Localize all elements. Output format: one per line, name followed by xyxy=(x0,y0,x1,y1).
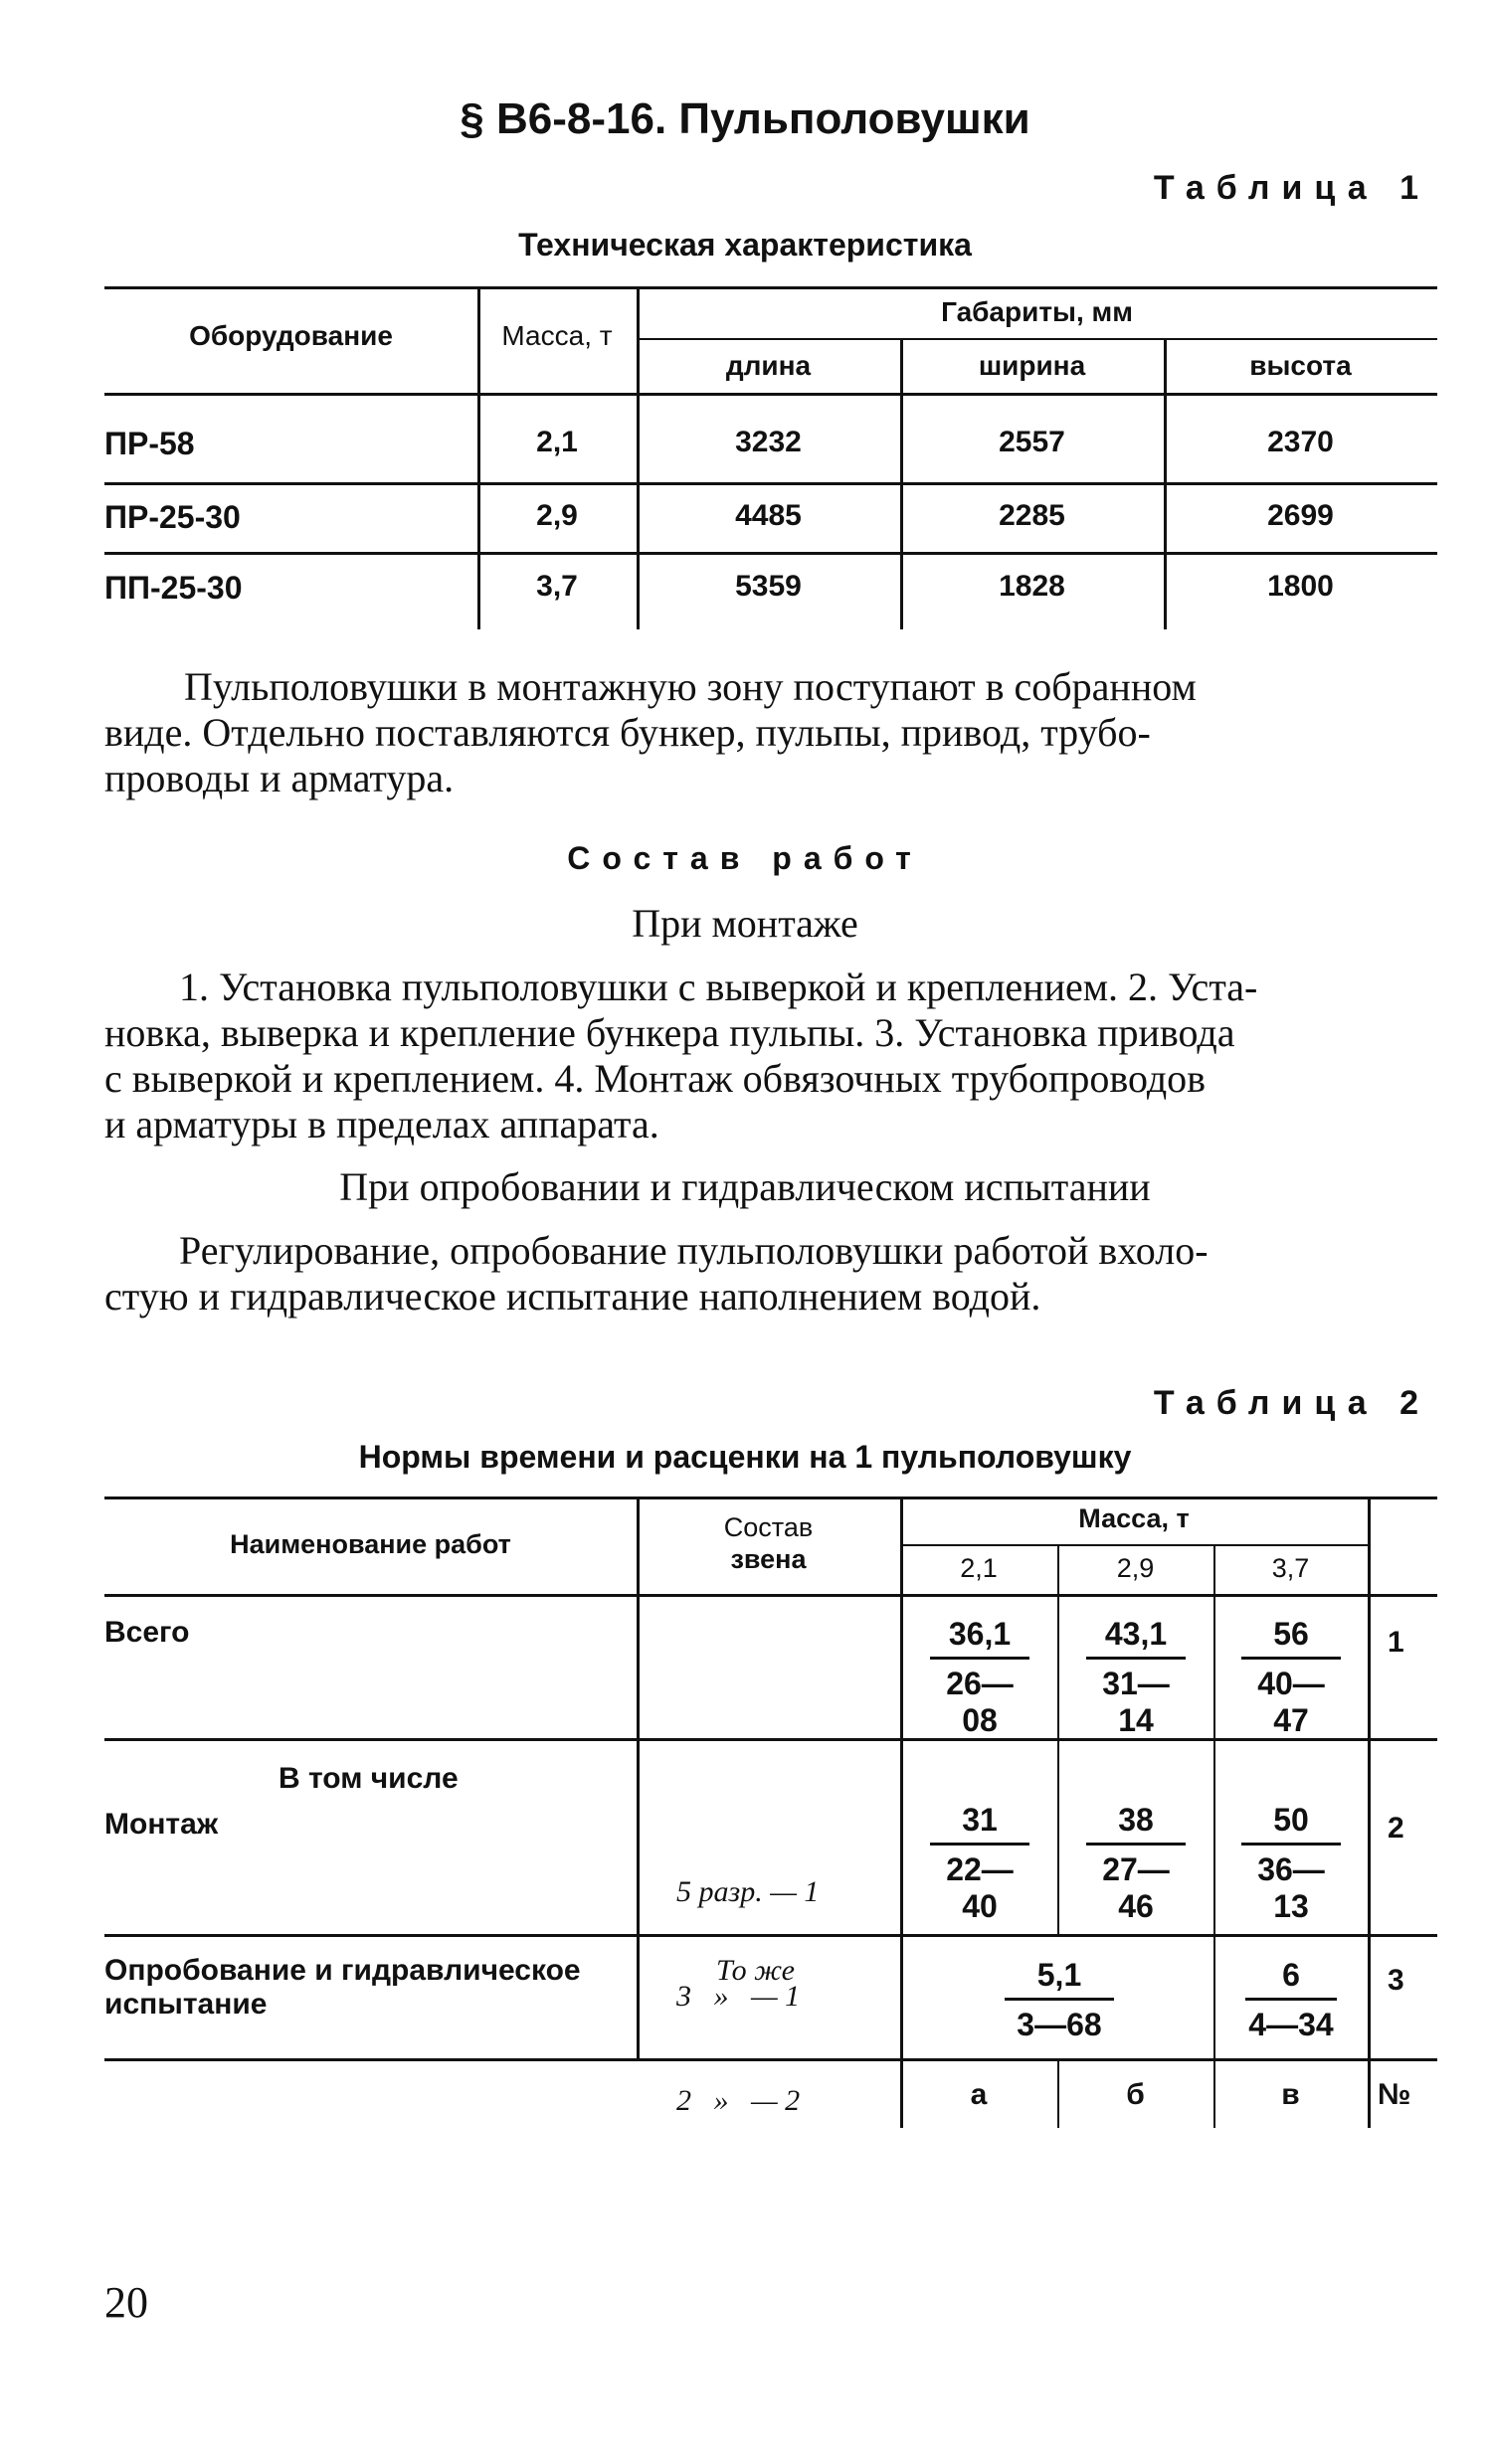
table2-row-name xyxy=(104,1954,581,2022)
table2-rule-mass xyxy=(900,1544,1368,1546)
table2-row-name-line: испытание xyxy=(104,1988,268,2021)
table1-row-height: 2370 xyxy=(1267,426,1334,458)
table2-header-mass: Масса, т xyxy=(1078,1503,1190,1533)
table2-header-work: Наименование работ xyxy=(230,1529,511,1559)
price: 4—34 xyxy=(1248,2007,1334,2042)
table2-header-mass-3: 3,7 xyxy=(1271,1553,1310,1583)
table2-col-rule-4 xyxy=(1213,1544,1215,2128)
table2-row-name-line: Опробование и гидравлическое xyxy=(104,1954,581,1987)
table2-value-c xyxy=(1245,1957,1337,2043)
table2-value-a xyxy=(930,1802,1029,1925)
table1-row-width: 2557 xyxy=(999,426,1065,458)
table2-value-a xyxy=(930,1616,1029,1739)
table2-footer-no: № xyxy=(1378,2078,1411,2111)
table1-row-name: ПР-58 xyxy=(104,426,195,461)
price: 27—46 xyxy=(1102,1851,1170,1924)
table2-footer-b: б xyxy=(1126,2078,1145,2111)
table2-col-rule-5 xyxy=(1368,1496,1371,2128)
table1-header-length: длина xyxy=(725,350,812,381)
paragraph-testing xyxy=(104,1228,1417,1320)
section-title: § В6-8-16. Пульполовушки xyxy=(460,94,1030,143)
table1-row-mass: 2,1 xyxy=(536,426,578,458)
page-number: 20 xyxy=(104,2278,148,2327)
table2-header-mass-1: 2,1 xyxy=(960,1553,998,1583)
norm-time: 38 xyxy=(1086,1802,1186,1846)
table1-row-name: ПП-25-30 xyxy=(104,570,243,606)
price: 40—47 xyxy=(1257,1666,1325,1738)
table1-rule-header xyxy=(104,393,1437,396)
paragraph-line: и арматуры в пределах аппарата. xyxy=(104,1102,659,1146)
price: 26—08 xyxy=(946,1666,1014,1738)
table1-row-width: 2285 xyxy=(999,499,1065,532)
table2-value-b xyxy=(1086,1616,1186,1739)
table1-rule-dims xyxy=(637,338,1437,340)
table1-row-mass: 2,9 xyxy=(536,499,578,532)
table2-value-ab xyxy=(1005,1957,1114,2043)
paragraph-line: Регулирование, опробование пульполовушки работой вхоло- xyxy=(179,1228,1209,1273)
table1-label: Таблица 1 xyxy=(1153,169,1430,207)
table1-row-name: ПР-25-30 xyxy=(104,499,241,535)
table2-row-subtitle: В том числе xyxy=(279,1762,459,1795)
table2-rule-row1 xyxy=(104,1738,1437,1741)
table2-crew xyxy=(676,1805,819,2188)
table1-rule-row1 xyxy=(104,482,1437,485)
table1-row-length: 4485 xyxy=(735,499,802,532)
table1-caption: Техническая характеристика xyxy=(518,227,972,263)
table2-row-number: 3 xyxy=(1388,1964,1404,1997)
table2-header-mass-2: 2,9 xyxy=(1116,1553,1155,1583)
price: 3—68 xyxy=(1017,2007,1102,2042)
table1-row-height: 1800 xyxy=(1267,570,1334,603)
table2-value-c xyxy=(1241,1616,1341,1739)
testing-heading: При опробовании и гидравлическом испытании xyxy=(339,1164,1151,1209)
table1-header-height: высота xyxy=(1249,350,1352,381)
table2-header-crew-line: звена xyxy=(730,1544,807,1574)
table1-rule-top xyxy=(104,286,1437,289)
paragraph-mounting-steps xyxy=(104,965,1417,1147)
mounting-heading: При монтаже xyxy=(632,901,858,946)
norm-time: 56 xyxy=(1241,1616,1341,1660)
paragraph-delivery xyxy=(104,664,1417,801)
norm-time: 5,1 xyxy=(1005,1957,1114,2001)
table1-row-width: 1828 xyxy=(999,570,1065,603)
norm-time: 31 xyxy=(930,1802,1029,1846)
table2-value-c xyxy=(1241,1802,1341,1925)
norm-time: 6 xyxy=(1245,1957,1337,2001)
crew-line: 5 разр. — 1 xyxy=(676,1875,820,1908)
table2-footer-a: а xyxy=(970,2078,988,2111)
price: 22—40 xyxy=(946,1851,1014,1924)
crew-line: 3 » — 1 xyxy=(676,1980,801,2013)
table2-label: Таблица 2 xyxy=(1153,1384,1430,1422)
table1-row-height: 2699 xyxy=(1267,499,1334,532)
table1-row-mass: 3,7 xyxy=(536,570,578,603)
paragraph-line: проводы и арматура. xyxy=(104,756,455,800)
paragraph-line: виде. Отдельно поставляются бункер, пульпы, привод, трубо- xyxy=(104,710,1151,755)
table2-crew: То же xyxy=(716,1954,795,1987)
crew-line: 2 » — 2 xyxy=(676,2084,801,2117)
paragraph-line: 1. Установка пульполовушки с выверкой и креплением. 2. Уста- xyxy=(179,965,1258,1009)
norm-time: 36,1 xyxy=(930,1616,1029,1660)
works-heading: Состав работ xyxy=(567,840,923,876)
table2-row-number: 1 xyxy=(1388,1626,1404,1659)
table2-col-rule-2 xyxy=(900,1496,903,2128)
table2-col-rule-3 xyxy=(1057,1544,1059,1934)
table1-header-mass: Масса, т xyxy=(501,320,613,351)
table1-rule-row2 xyxy=(104,552,1437,555)
table1-row-length: 5359 xyxy=(735,570,802,603)
table2-col-rule-1 xyxy=(637,1496,640,2058)
paragraph-line: новка, выверка и крепление бункера пульпы. 3. Установка привода xyxy=(104,1010,1235,1055)
price: 31—14 xyxy=(1102,1666,1170,1738)
table2-rule-top xyxy=(104,1496,1437,1499)
table2-row-name: Всего xyxy=(104,1616,190,1649)
paragraph-line: стую и гидравлическое испытание наполнением водой. xyxy=(104,1274,1041,1319)
table2-value-b xyxy=(1086,1802,1186,1925)
norm-time: 43,1 xyxy=(1086,1616,1186,1660)
table1-header-dims: Габариты, мм xyxy=(941,296,1133,327)
table2-header-crew-line: Состав xyxy=(723,1512,814,1542)
table2-footer-c: в xyxy=(1281,2078,1300,2111)
norm-time: 50 xyxy=(1241,1802,1341,1846)
paragraph-line: Пульполовушки в монтажную зону поступают в собранном xyxy=(184,664,1197,709)
table2-caption: Нормы времени и расценки на 1 пульполовушку xyxy=(358,1439,1132,1475)
table2-rule-header xyxy=(104,1594,1437,1597)
table2-row-number: 2 xyxy=(1388,1812,1404,1845)
price: 36—13 xyxy=(1257,1851,1325,1924)
table1-row-length: 3232 xyxy=(735,426,802,458)
table2-header-crew xyxy=(637,1511,900,1575)
table1-header-width: ширина xyxy=(978,350,1086,381)
table2-row-name: Монтаж xyxy=(104,1808,219,1841)
paragraph-line: с выверкой и креплением. 4. Монтаж обвязочных трубопроводов xyxy=(104,1056,1207,1101)
table1-header-equipment: Оборудование xyxy=(189,320,393,351)
